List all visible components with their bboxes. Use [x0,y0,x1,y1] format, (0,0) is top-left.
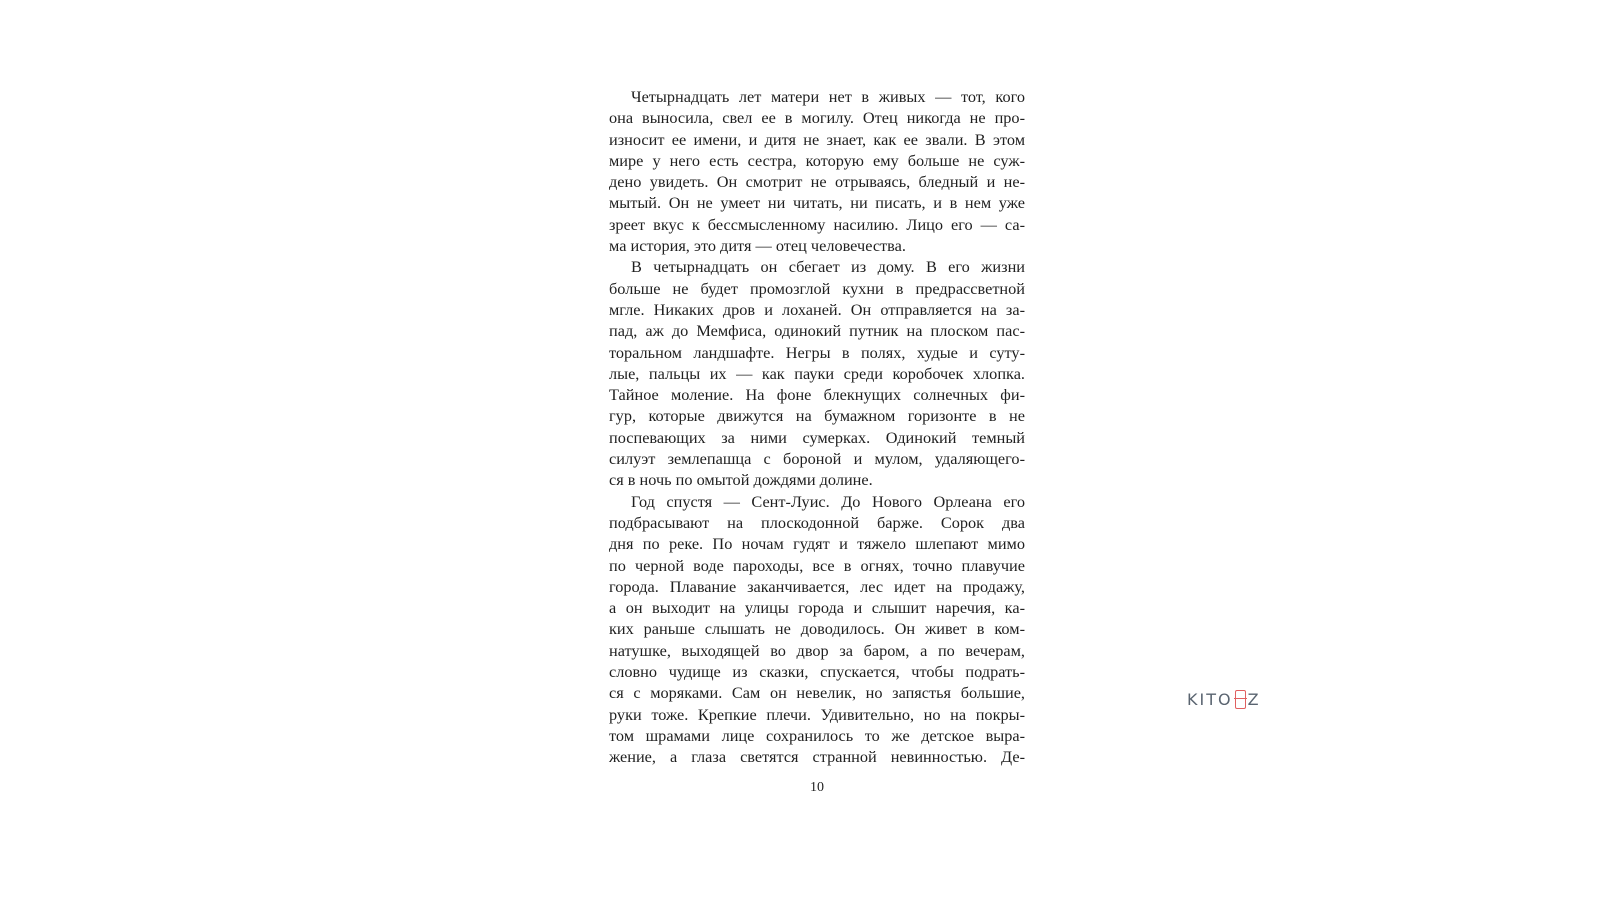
page-number: 10 [810,780,824,795]
text-line: жение, а глаза светятся странной невинностью. Де- [609,747,1025,767]
text-line: силуэт землепашца с бороной и мулом, удаляющего- [609,449,1025,469]
paragraph-3 [609,491,1025,768]
text-line: города. Плавание заканчивается, лес идет на продажу, [609,576,1025,596]
text-line: Тайное моление. На фоне блекнущих солнечных фи- [609,385,1025,405]
book-icon [1235,690,1246,709]
text-line: зреет вкус к бессмысленному насилию. Лицо его — са- [609,214,1025,234]
text-line: Год спустя — Сент-Луис. До Нового Орлеана его [631,491,1025,511]
text-line: дня по реке. По ночам гудят и тяжело шлепают мимо [609,534,1025,554]
book-page-text [609,86,1025,768]
text-line: ся с моряками. Сам он невелик, но запястья большие, [609,683,1025,703]
text-line: поспевающих за ними сумерках. Одинокий темный [609,427,1025,447]
text-line: лые, пальцы их — как пауки среди коробочек хлопка. [609,363,1025,383]
paragraph-2 [609,256,1025,490]
text-line: Четырнадцать лет матери нет в живых — тот, кого [631,87,1025,106]
watermark-logo [1187,690,1261,709]
text-line: она выносила, свел ее в могилу. Отец никогда не про- [609,108,1025,128]
text-line: дено увидеть. Он смотрит не отрываясь, бледный и не- [609,172,1025,192]
text-line: торальном ландшафте. Негры в полях, худые и суту- [609,342,1025,362]
text-line: по черной воде пароходы, все в огнях, точно плавучие [609,555,1025,575]
text-line: мире у него есть сестра, которую ему больше не суж- [609,150,1025,170]
text-line: руки тоже. Крепкие плечи. Удивительно, но на покры- [609,704,1025,724]
text-line: натушке, выходящей во двор за баром, а по вечерам, [609,640,1025,660]
text-line: ма история, это дитя — отец человечества. [609,236,906,256]
text-line: мытый. Он не умеет ни читать, ни писать, и в нем уже [609,193,1025,213]
text-line: подбрасывают на плоскодонной барже. Сорок два [609,512,1025,532]
paragraph-1 [609,86,1025,256]
text-line: ких раньше слышать не доводилось. Он живет в ком- [609,619,1025,639]
watermark-suffix: Z [1247,690,1261,709]
text-line: том шрамами лице сохранилось то же детское выра- [609,725,1025,745]
text-line: гур, которые движутся на бумажном горизонте в не [609,406,1025,426]
text-line: словно чудище из сказки, спускается, чтобы подрать- [609,662,1025,682]
text-line: пад, аж до Мемфиса, одинокий путник на плоском пас- [609,321,1025,341]
text-line: ся в ночь по омытой дождями долине. [609,470,873,490]
text-line: больше не будет промозглой кухни в предрассветной [609,278,1025,298]
text-line: мгле. Никаких дров и лоханей. Он отправляется на за- [609,299,1025,319]
text-line: В четырнадцать он сбегает из дому. В его жизни [631,257,1025,277]
text-line: а он выходит на улицы города и слышит наречия, ка- [609,598,1025,618]
watermark-prefix: KITO [1187,690,1233,709]
text-line: износит ее имени, и дитя не знает, как ее звали. В этом [609,129,1025,149]
